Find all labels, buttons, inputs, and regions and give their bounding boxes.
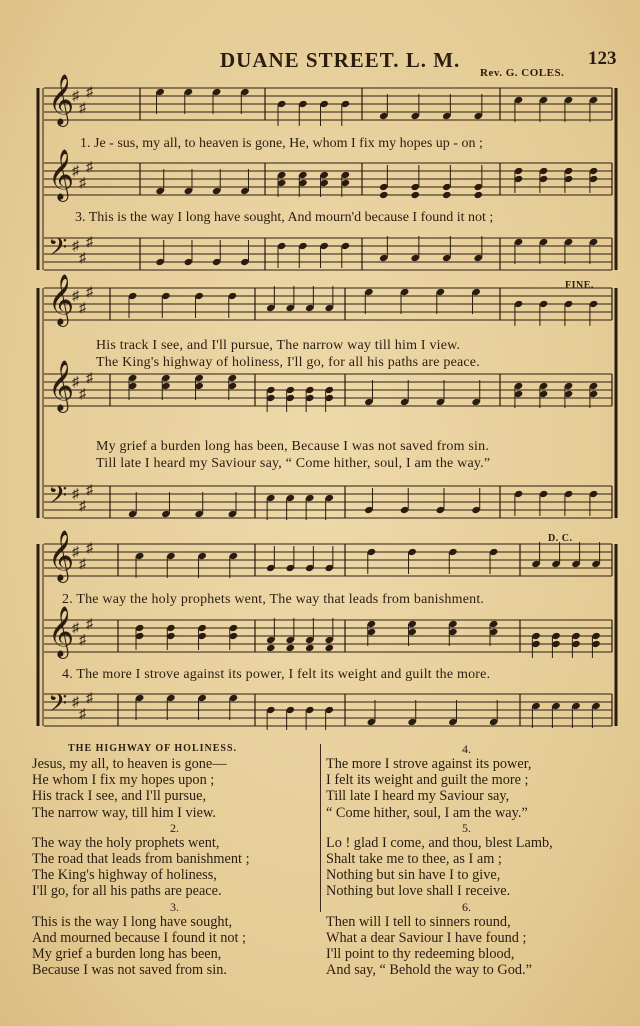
verse-line: The road that leads from banishment ; (32, 851, 250, 868)
treble-clef-icon: 𝄞 (48, 274, 75, 325)
sharp-icon: ♯ (72, 239, 79, 254)
verse-line: I'll go, for all his paths are peace. (32, 883, 222, 900)
verse-line: And say, “ Behold the way to God.” (326, 962, 532, 979)
bass-clef-icon: 𝄢 (48, 481, 68, 516)
treble-clef-icon: 𝄞 (48, 74, 75, 125)
verse-line: The King's highway of holiness, (32, 867, 217, 884)
verse-line: “ Come hither, soul, I am the way.” (326, 804, 528, 821)
verse-line: He whom I fix my hopes upon ; (32, 772, 215, 789)
lyric-line: 3. This is the way I long have sought, And mourn'd because I found it not ; (75, 210, 494, 225)
verse-line: I'll point to thy redeeming blood, (326, 946, 515, 963)
sharp-icon: ♯ (79, 176, 86, 191)
text-heading: THE HIGHWAY OF HOLINESS. (68, 743, 238, 754)
treble-clef-icon: 𝄞 (48, 606, 75, 657)
note-head (410, 191, 420, 199)
treble-clef-icon: 𝄞 (48, 149, 75, 200)
treble-clef-icon: 𝄞 (48, 530, 75, 581)
sharp-icon: ♯ (72, 375, 79, 390)
stanza-number: 5. (462, 820, 471, 835)
verse-line: The way the holy prophets went, (32, 834, 220, 851)
sharp-icon: ♯ (79, 557, 86, 572)
bass-clef-icon: 𝄢 (48, 689, 68, 724)
sharp-icon: ♯ (86, 235, 93, 250)
note-head (285, 644, 295, 652)
note-head (379, 191, 389, 199)
sharp-icon: ♯ (72, 487, 79, 502)
verse-line: What a dear Saviour I have found ; (326, 929, 527, 946)
composer-credit: Rev. G. COLES. (480, 67, 565, 79)
sharp-icon: ♯ (86, 617, 93, 632)
sharp-icon: ♯ (86, 371, 93, 386)
lyric-line: 4. The more I strove against its power, I felt its weight and guilt the more. (62, 667, 491, 682)
lyric-line: 2. The way the holy prophets went, The way that leads from banishment. (62, 592, 485, 607)
verse-line: Because I was not saved from sin. (32, 962, 227, 979)
note-head (305, 644, 315, 652)
sharp-icon: ♯ (72, 545, 79, 560)
lyric-line: His track I see, and I'll pursue, The narrow way till him I view. (96, 338, 461, 353)
verse-line: My grief a burden long has been, (32, 946, 222, 963)
verse-line: This is the way I long have sought, (32, 913, 233, 930)
sharp-icon: ♯ (79, 633, 86, 648)
lyric-line: 1. Je - sus, my all, to heaven is gone, He, whom I fix my hopes up - on ; (80, 136, 483, 151)
verse-line: Lo ! glad I come, and thou, blest Lamb, (326, 834, 553, 851)
lyric-line: My grief a burden long has been, Because I was not saved from sin. (96, 439, 490, 454)
verse-line: Till late I heard my Saviour say, (326, 788, 510, 805)
dc-mark: D. C. (548, 533, 573, 544)
sharp-icon: ♯ (79, 301, 86, 316)
sharp-icon: ♯ (86, 691, 93, 706)
note-head (324, 644, 334, 652)
verse-line: Nothing but sin have I to give, (326, 867, 501, 884)
stanza-number: 2. (170, 820, 179, 835)
treble-clef-icon: 𝄞 (48, 360, 75, 411)
lyric-line: The King's highway of holiness, I'll go, for all his paths are peace. (96, 355, 480, 370)
sharp-icon: ♯ (86, 541, 93, 556)
verse-line: The narrow way, till him I view. (32, 804, 216, 821)
sharp-icon: ♯ (79, 387, 86, 402)
verse-line: I felt its weight and guilt the more ; (326, 772, 529, 789)
verse-line: His track I see, and I'll pursue, (32, 788, 207, 805)
note-head (473, 191, 483, 199)
sharp-icon: ♯ (79, 499, 86, 514)
stanza-number: 4. (462, 742, 471, 756)
sharp-icon: ♯ (72, 89, 79, 104)
sharp-icon: ♯ (79, 101, 86, 116)
sharp-icon: ♯ (79, 707, 86, 722)
sharp-icon: ♯ (72, 695, 79, 710)
verse-line: Nothing but love shall I receive. (326, 883, 511, 900)
sharp-icon: ♯ (72, 621, 79, 636)
verse-line: And mourned because I found it not ; (32, 929, 247, 946)
sharp-icon: ♯ (86, 160, 93, 175)
sharp-icon: ♯ (86, 285, 93, 300)
verse-line: The more I strove against its power, (326, 756, 532, 772)
sharp-icon: ♯ (72, 289, 79, 304)
verse-line: Jesus, my all, to heaven is gone— (32, 756, 227, 772)
note-head (266, 644, 276, 652)
hymn-text-right-column (326, 742, 616, 978)
column-divider (320, 744, 321, 912)
hymn-text-left-column (32, 742, 317, 978)
stanza-number: 3. (170, 899, 179, 914)
page-number: 123 (588, 48, 617, 69)
verse-line: Then will I tell to sinners round, (326, 913, 511, 930)
verse-line: Shalt take me to thee, as I am ; (326, 851, 502, 868)
hymn-title: DUANE STREET. L. M. (220, 48, 461, 72)
sharp-icon: ♯ (79, 251, 86, 266)
bass-clef-icon: 𝄢 (48, 233, 68, 268)
stanza-number: 6. (462, 899, 471, 914)
note-head (442, 191, 452, 199)
lyric-line: Till late I heard my Saviour say, “ Come hither, soul, I am the way.” (96, 456, 491, 471)
fine-mark: FINE. (565, 280, 594, 291)
sharp-icon: ♯ (86, 85, 93, 100)
sharp-icon: ♯ (72, 164, 79, 179)
sharp-icon: ♯ (86, 483, 93, 498)
